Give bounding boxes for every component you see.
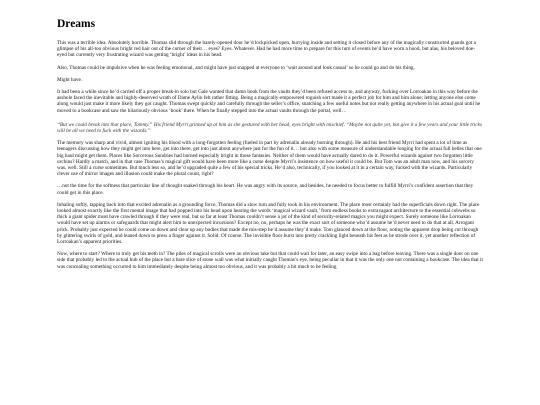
document-body — [57, 40, 483, 270]
paragraph: This was a terrible idea. Absolutely horrible. Thomas slid through the barely-opened door he’d lockpicked open, hurrying inside and setting it closed before any of the magically constructed guards got a glimpse of his all-too obvious bright red hair out of the corner of their… eyes? Eyes. Whatever. Had he had more time to prepare for this turn of events he’d have worn a hood, but alas, his beloved doe-eyed but currently very frustrating wizard was getting ‘bright’ ideas in his head. — [57, 40, 476, 59]
paragraph: Now, where to start? Where to truly get his teeth in? The piles of magical scrolls were an obvious take but that could wait for later, an easy swipe into a bag before leaving. There was a single door on one side that probably led to the actual hub of the place but a bare slice of stone wall was what initially caught Thomas’s eye, being peculiar in that it was the only one not containing a bookcase. The idea that it was concealing something occurred to him immediately despite being almost too obvious, and it was probably a bit much to be feeling — [57, 251, 483, 270]
paragraph: Also, Thomas could be impulsive when he was feeling emotional, and might have just snapped at everyone to ‘wait around and look casual’ so he could go and do his thing. — [57, 64, 415, 71]
paragraph: Might have. — [57, 76, 83, 83]
paragraph: Inhaling softly, tapping back into that excited adrenalin as a grounding force, Thomas did a slow turn and fully took in his environment. The place most certainly had the superficials down right. The place looked almost exactly like the first mental image that had popped into his head upon hearing the words ‘magical wizard vault,’ from endless books to extravagant architecture to the essential cobwebs so thick a giant spider must have crawled through if they were real, but so far at least Thomas couldn’t sense a jot of the kind of security-related magics you might expect. Surely someone like Lorroakan would have set up alarms or safeguards that might alert him to unexpected incursions? Except no, no, perhaps he was the exact sort of someone who’d assume he’d never need to do that at all. Arrogant prick. Probably just expected he could come on down and clear up any bodies that made the mis-step he’d assume they’d make. Tom glanced down at the floor, noting the apparent drop being cut through by glittering swirls of gold, and leaned down to press a finger against it. Solid. Of course. The invisible floor burst into pretty crackling light beneath his feet as he strode over it, yet another reflection of Lorroakan’s apparent priorities. — [57, 201, 480, 246]
document-page — [57, 18, 483, 276]
paragraph: …not the time for the softness that particular line of thought snaked through his heart. He was angry with its source, and besides, he needed to focus better to fulfill Myrri’s confident assertion that they could get in this place. — [57, 183, 474, 196]
paragraph: It had been a while since he’d carried off a proper break-in solo but Gale wanted that damn book from the vaults they’d been refused access to, and anyway, fucking over Lorroakan in this way before the asshole faced the inevitable and highly-deserved wrath of Dame Aylin felt rather fitting. Being a magically-empowered roguish sort made it a perfect job for him and him alone; letting anyone else come along would just make it more likely they got caught. Thomas swept quickly and carefully through the seller’s office, snatching a few useful notes but not really getting anywhere in his actual goal until he moved to a bookcase and saw the hilariously obvious ‘book’ there. When he finally stepped into the actual vaults through the portal, well… — [57, 89, 481, 114]
quote-paragraph: “But we could break into that place, Tommy.” His friend Myrri grinned up at him as she gestured with her head, eyes bright with mischief. “Maybe not quite yet, but give it a few years and your little tricks will be all we need to fuck with the wizards.” — [57, 121, 482, 135]
document-title: Dreams — [57, 18, 96, 30]
paragraph: The memory was sharp and vivid, almost igniting his blood with a long-forgotten feeling (fueled in part by adrenalin already burning through). He and his best friend Myrri had spent a lot of time as teenagers discussing how they might get into here, get into there, get into just about anywhere just for the fun of it… but also with some measure of understandable longing for the actual full belles that one big haul might get them. Places like Sorcerous Sundries had burned especially bright in those fantasies. Neither of them would have actually dared to do it. Powerful wizards against two forgotten little urchins? Hardly a match, and in that case Thomas’s magical gift would have been more like a curse despite Myrri’s insistence on how useful it could be. But Tom was an adult man now, and his sorcery was, well. Still a curse sometimes. But much less so, and he’d upgraded quite a few of his special tricks. He’d also, technically, if you looked at it in a certain way, fucked with the wizards. Particularly clever use of mirror images and illusion could make the plural count, right? — [57, 140, 482, 178]
